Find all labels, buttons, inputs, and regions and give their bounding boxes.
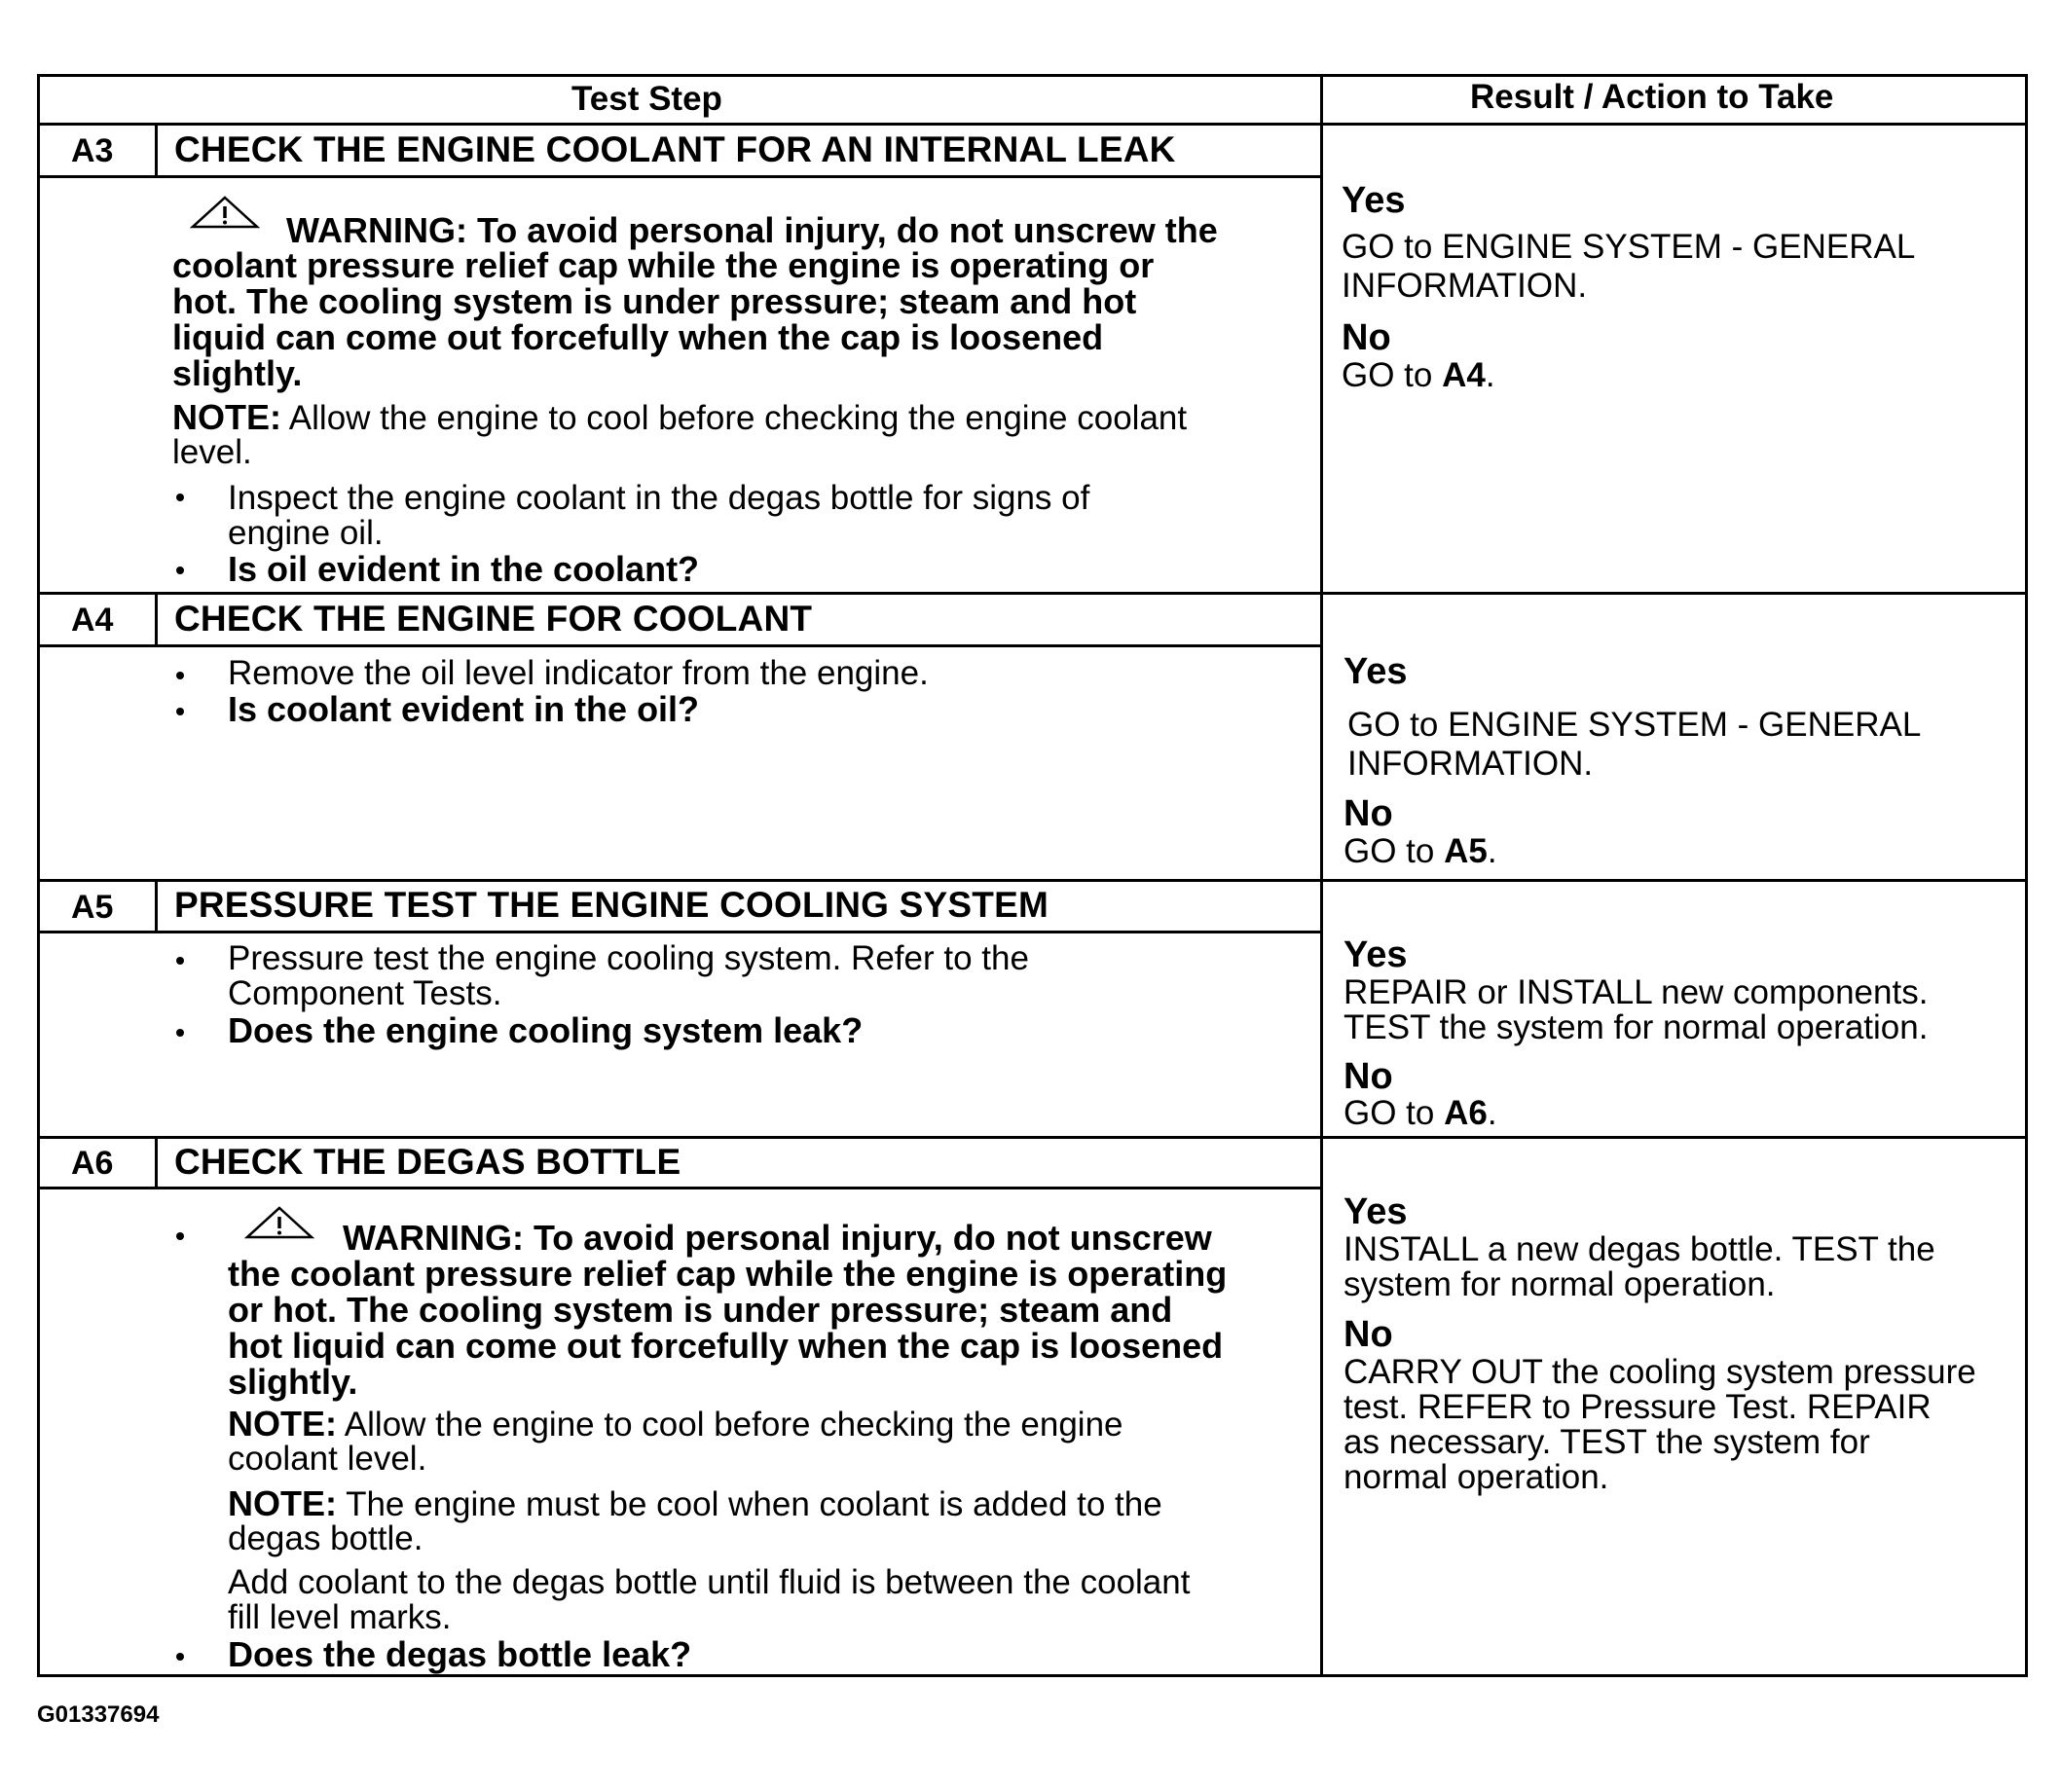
note-text: The engine must be cool when coolant is added to the	[337, 1485, 1162, 1523]
yes-label: Yes	[1343, 1191, 1408, 1232]
yes-action: system for normal operation.	[1343, 1265, 1776, 1303]
note-text: Allow the engine to cool before checking the engine coolant	[281, 399, 1188, 437]
yes-action: GO to ENGINE SYSTEM - GENERAL	[1347, 706, 1922, 744]
no-action: test. REFER to Pressure Test. REPAIR	[1343, 1388, 1932, 1426]
step-title: CHECK THE ENGINE COOLANT FOR AN INTERNAL LEAK	[174, 129, 1176, 169]
step-id-divider	[155, 1136, 158, 1187]
no-label: No	[1343, 793, 1393, 834]
yes-label: Yes	[1343, 934, 1408, 975]
note-label: NOTE:	[228, 1404, 337, 1444]
note	[172, 399, 1187, 436]
bullet-question: Is coolant evident in the oil?	[228, 689, 700, 729]
header-result: Result / Action to Take	[1470, 78, 1834, 116]
yes-action: GO to ENGINE SYSTEM - GENERAL	[1342, 228, 1916, 266]
note	[228, 1485, 1162, 1522]
bullet-question: Does the degas bottle leak?	[228, 1634, 692, 1674]
row-divider	[37, 1136, 2028, 1139]
warning-text: coolant pressure relief cap while the engine is operating or	[172, 245, 1155, 285]
step-title: CHECK THE ENGINE FOR COOLANT	[174, 599, 813, 639]
bullet-icon	[176, 672, 184, 679]
step-reference-link[interactable]: A5	[1444, 832, 1488, 870]
yes-action: INFORMATION.	[1347, 745, 1594, 783]
warning-text: slightly.	[172, 353, 303, 393]
yes-action: INSTALL a new degas bottle. TEST the	[1343, 1230, 1935, 1268]
no-action: as necessary. TEST the system for	[1343, 1423, 1870, 1461]
step-title-divider	[37, 931, 1320, 933]
note-text: Allow the engine to cool before checking the engine	[337, 1406, 1123, 1444]
row-divider	[37, 592, 2028, 595]
warning-text: WARNING: To avoid personal injury, do not unscrew the	[286, 210, 1218, 250]
step-id-divider	[155, 592, 158, 644]
step-title-divider	[37, 1187, 1320, 1189]
instruction-text: Add coolant to the degas bottle until fluid is between the coolant	[228, 1563, 1191, 1601]
bullet-icon	[176, 567, 184, 574]
bullet-icon	[176, 1232, 184, 1240]
bullet-icon	[176, 708, 184, 715]
header-divider	[37, 123, 2028, 126]
no-label: No	[1342, 317, 1391, 358]
no-action: GO to A6.	[1343, 1094, 1497, 1132]
step-id: A4	[71, 602, 114, 639]
bullet-icon	[176, 1029, 184, 1037]
note-text: degas bottle.	[228, 1519, 423, 1557]
yes-action: TEST the system for normal operation.	[1343, 1008, 1929, 1046]
warning-text: slightly.	[228, 1362, 358, 1402]
step-title-divider	[37, 644, 1320, 647]
column-divider	[1320, 74, 1323, 1677]
no-action: CARRY OUT the cooling system pressure	[1343, 1353, 1976, 1391]
bullet-text: Pressure test the engine cooling system. Refer to the	[228, 939, 1029, 977]
step-reference-link[interactable]: A6	[1444, 1094, 1488, 1132]
warning-text: WARNING: To avoid personal injury, do not unscrew	[343, 1218, 1212, 1258]
yes-action: REPAIR or INSTALL new components.	[1343, 973, 1929, 1011]
row-divider	[37, 879, 2028, 882]
warning-text: hot liquid can come out forcefully when the cap is loosened	[228, 1326, 1224, 1366]
warning-text: liquid can come out forcefully when the cap is loosened	[172, 317, 1104, 357]
step-id: A6	[71, 1145, 114, 1182]
figure-id: G01337694	[37, 1701, 160, 1728]
warning-text: the coolant pressure relief cap while the engine is operating	[228, 1254, 1228, 1294]
step-reference-link[interactable]: A4	[1442, 356, 1486, 394]
note-text: coolant level.	[228, 1440, 427, 1478]
header-test-step: Test Step	[571, 80, 722, 118]
no-label: No	[1343, 1314, 1393, 1355]
bullet-text: engine oil.	[228, 514, 384, 552]
bullet-icon	[176, 957, 184, 965]
step-title: CHECK THE DEGAS BOTTLE	[174, 1142, 681, 1182]
note-label: NOTE:	[172, 397, 281, 437]
warning-triangle-icon	[190, 195, 260, 230]
bullet-question: Does the engine cooling system leak?	[228, 1010, 864, 1050]
bullet-text: Component Tests.	[228, 974, 502, 1012]
bullet-text: Remove the oil level indicator from the engine.	[228, 654, 929, 692]
no-action: GO to A4.	[1342, 356, 1495, 394]
note-label: NOTE:	[228, 1483, 337, 1523]
step-title: PRESSURE TEST THE ENGINE COOLING SYSTEM	[174, 885, 1049, 925]
yes-label: Yes	[1342, 180, 1406, 221]
no-action: GO to A5.	[1343, 832, 1497, 870]
note	[228, 1406, 1123, 1443]
step-id-divider	[155, 123, 158, 175]
bullet-icon	[176, 1653, 184, 1661]
no-action: normal operation.	[1343, 1458, 1609, 1496]
instruction-text: fill level marks.	[228, 1598, 452, 1636]
yes-label: Yes	[1343, 651, 1408, 692]
bullet-text: Inspect the engine coolant in the degas bottle for signs of	[228, 479, 1090, 517]
bullet-icon	[176, 494, 184, 501]
step-id: A3	[71, 132, 114, 169]
note-text: level.	[172, 433, 252, 471]
bullet-question: Is oil evident in the coolant?	[228, 549, 700, 589]
no-label: No	[1343, 1056, 1393, 1097]
step-id: A5	[71, 889, 114, 926]
warning-text: or hot. The cooling system is under pressure; steam and	[228, 1290, 1173, 1330]
warning-triangle-icon	[244, 1205, 314, 1240]
yes-action: INFORMATION.	[1342, 267, 1588, 305]
step-title-divider	[37, 175, 1320, 178]
warning-text: hot. The cooling system is under pressure; steam and hot	[172, 281, 1137, 321]
step-id-divider	[155, 879, 158, 931]
